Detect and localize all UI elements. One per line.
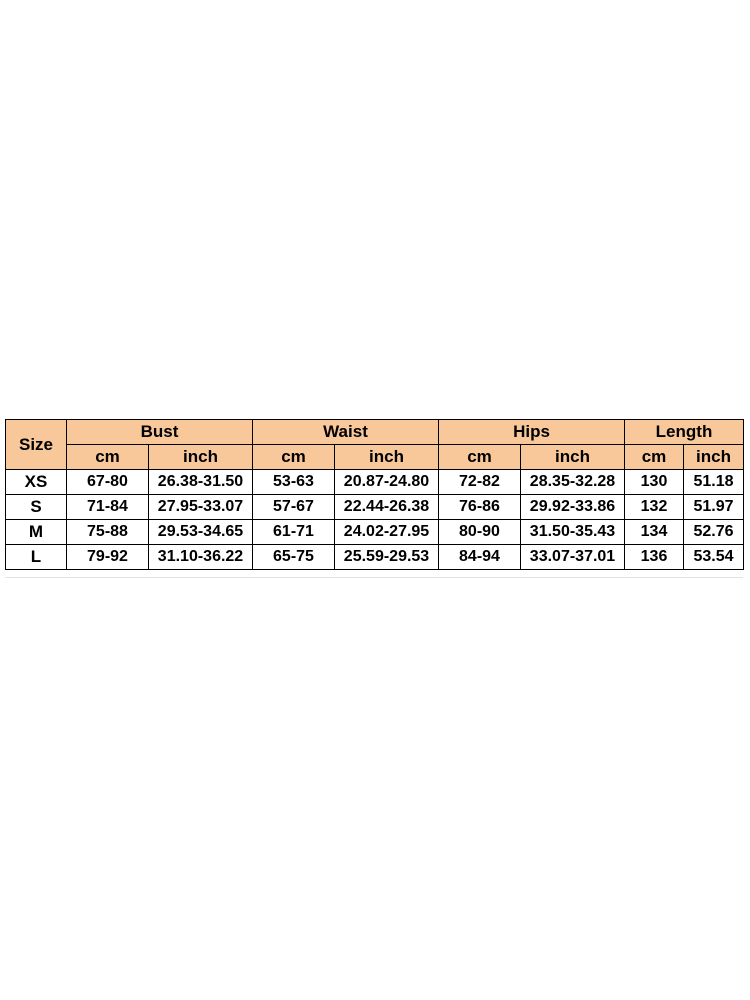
unit-header-row [6,445,744,470]
table-cell: 29.92-33.86 [521,495,625,520]
table-cell: 53.54 [684,545,744,570]
table-cell: 61-71 [253,520,335,545]
table-cell: 51.97 [684,495,744,520]
table-cell: 75-88 [67,520,149,545]
size-cell: L [6,545,67,570]
table-cell: 130 [625,470,684,495]
size-cell: S [6,495,67,520]
unit-header: cm [67,445,149,470]
size-table [5,419,744,570]
table-cell: 84-94 [439,545,521,570]
size-cell: M [6,520,67,545]
table-cell: 31.50-35.43 [521,520,625,545]
table-cell: 136 [625,545,684,570]
table-cell: 80-90 [439,520,521,545]
unit-header: inch [684,445,744,470]
table-cell: 67-80 [67,470,149,495]
table-cell: 33.07-37.01 [521,545,625,570]
table-cell: 51.18 [684,470,744,495]
table-row [6,495,744,520]
group-header-row [6,420,744,445]
table-cell: 24.02-27.95 [335,520,439,545]
waist-header: Waist [253,420,439,445]
table-row [6,470,744,495]
table-cell: 79-92 [67,545,149,570]
table-cell: 65-75 [253,545,335,570]
size-header: Size [6,420,67,470]
table-cell: 28.35-32.28 [521,470,625,495]
table-cell: 20.87-24.80 [335,470,439,495]
table-cell: 76-86 [439,495,521,520]
hips-header: Hips [439,420,625,445]
unit-header: cm [253,445,335,470]
unit-header: cm [625,445,684,470]
table-cell: 22.44-26.38 [335,495,439,520]
table-cell: 29.53-34.65 [149,520,253,545]
size-cell: XS [6,470,67,495]
table-cell: 53-63 [253,470,335,495]
size-chart [5,419,743,570]
table-cell: 71-84 [67,495,149,520]
table-cell: 57-67 [253,495,335,520]
table-cell: 134 [625,520,684,545]
table-cell: 72-82 [439,470,521,495]
table-cell: 132 [625,495,684,520]
length-header: Length [625,420,744,445]
sheet-gridline [5,577,743,578]
unit-header: inch [149,445,253,470]
unit-header: inch [335,445,439,470]
bust-header: Bust [67,420,253,445]
table-cell: 31.10-36.22 [149,545,253,570]
table-row [6,545,744,570]
unit-header: cm [439,445,521,470]
unit-header: inch [521,445,625,470]
table-cell: 27.95-33.07 [149,495,253,520]
table-cell: 25.59-29.53 [335,545,439,570]
table-row [6,520,744,545]
table-cell: 26.38-31.50 [149,470,253,495]
table-cell: 52.76 [684,520,744,545]
